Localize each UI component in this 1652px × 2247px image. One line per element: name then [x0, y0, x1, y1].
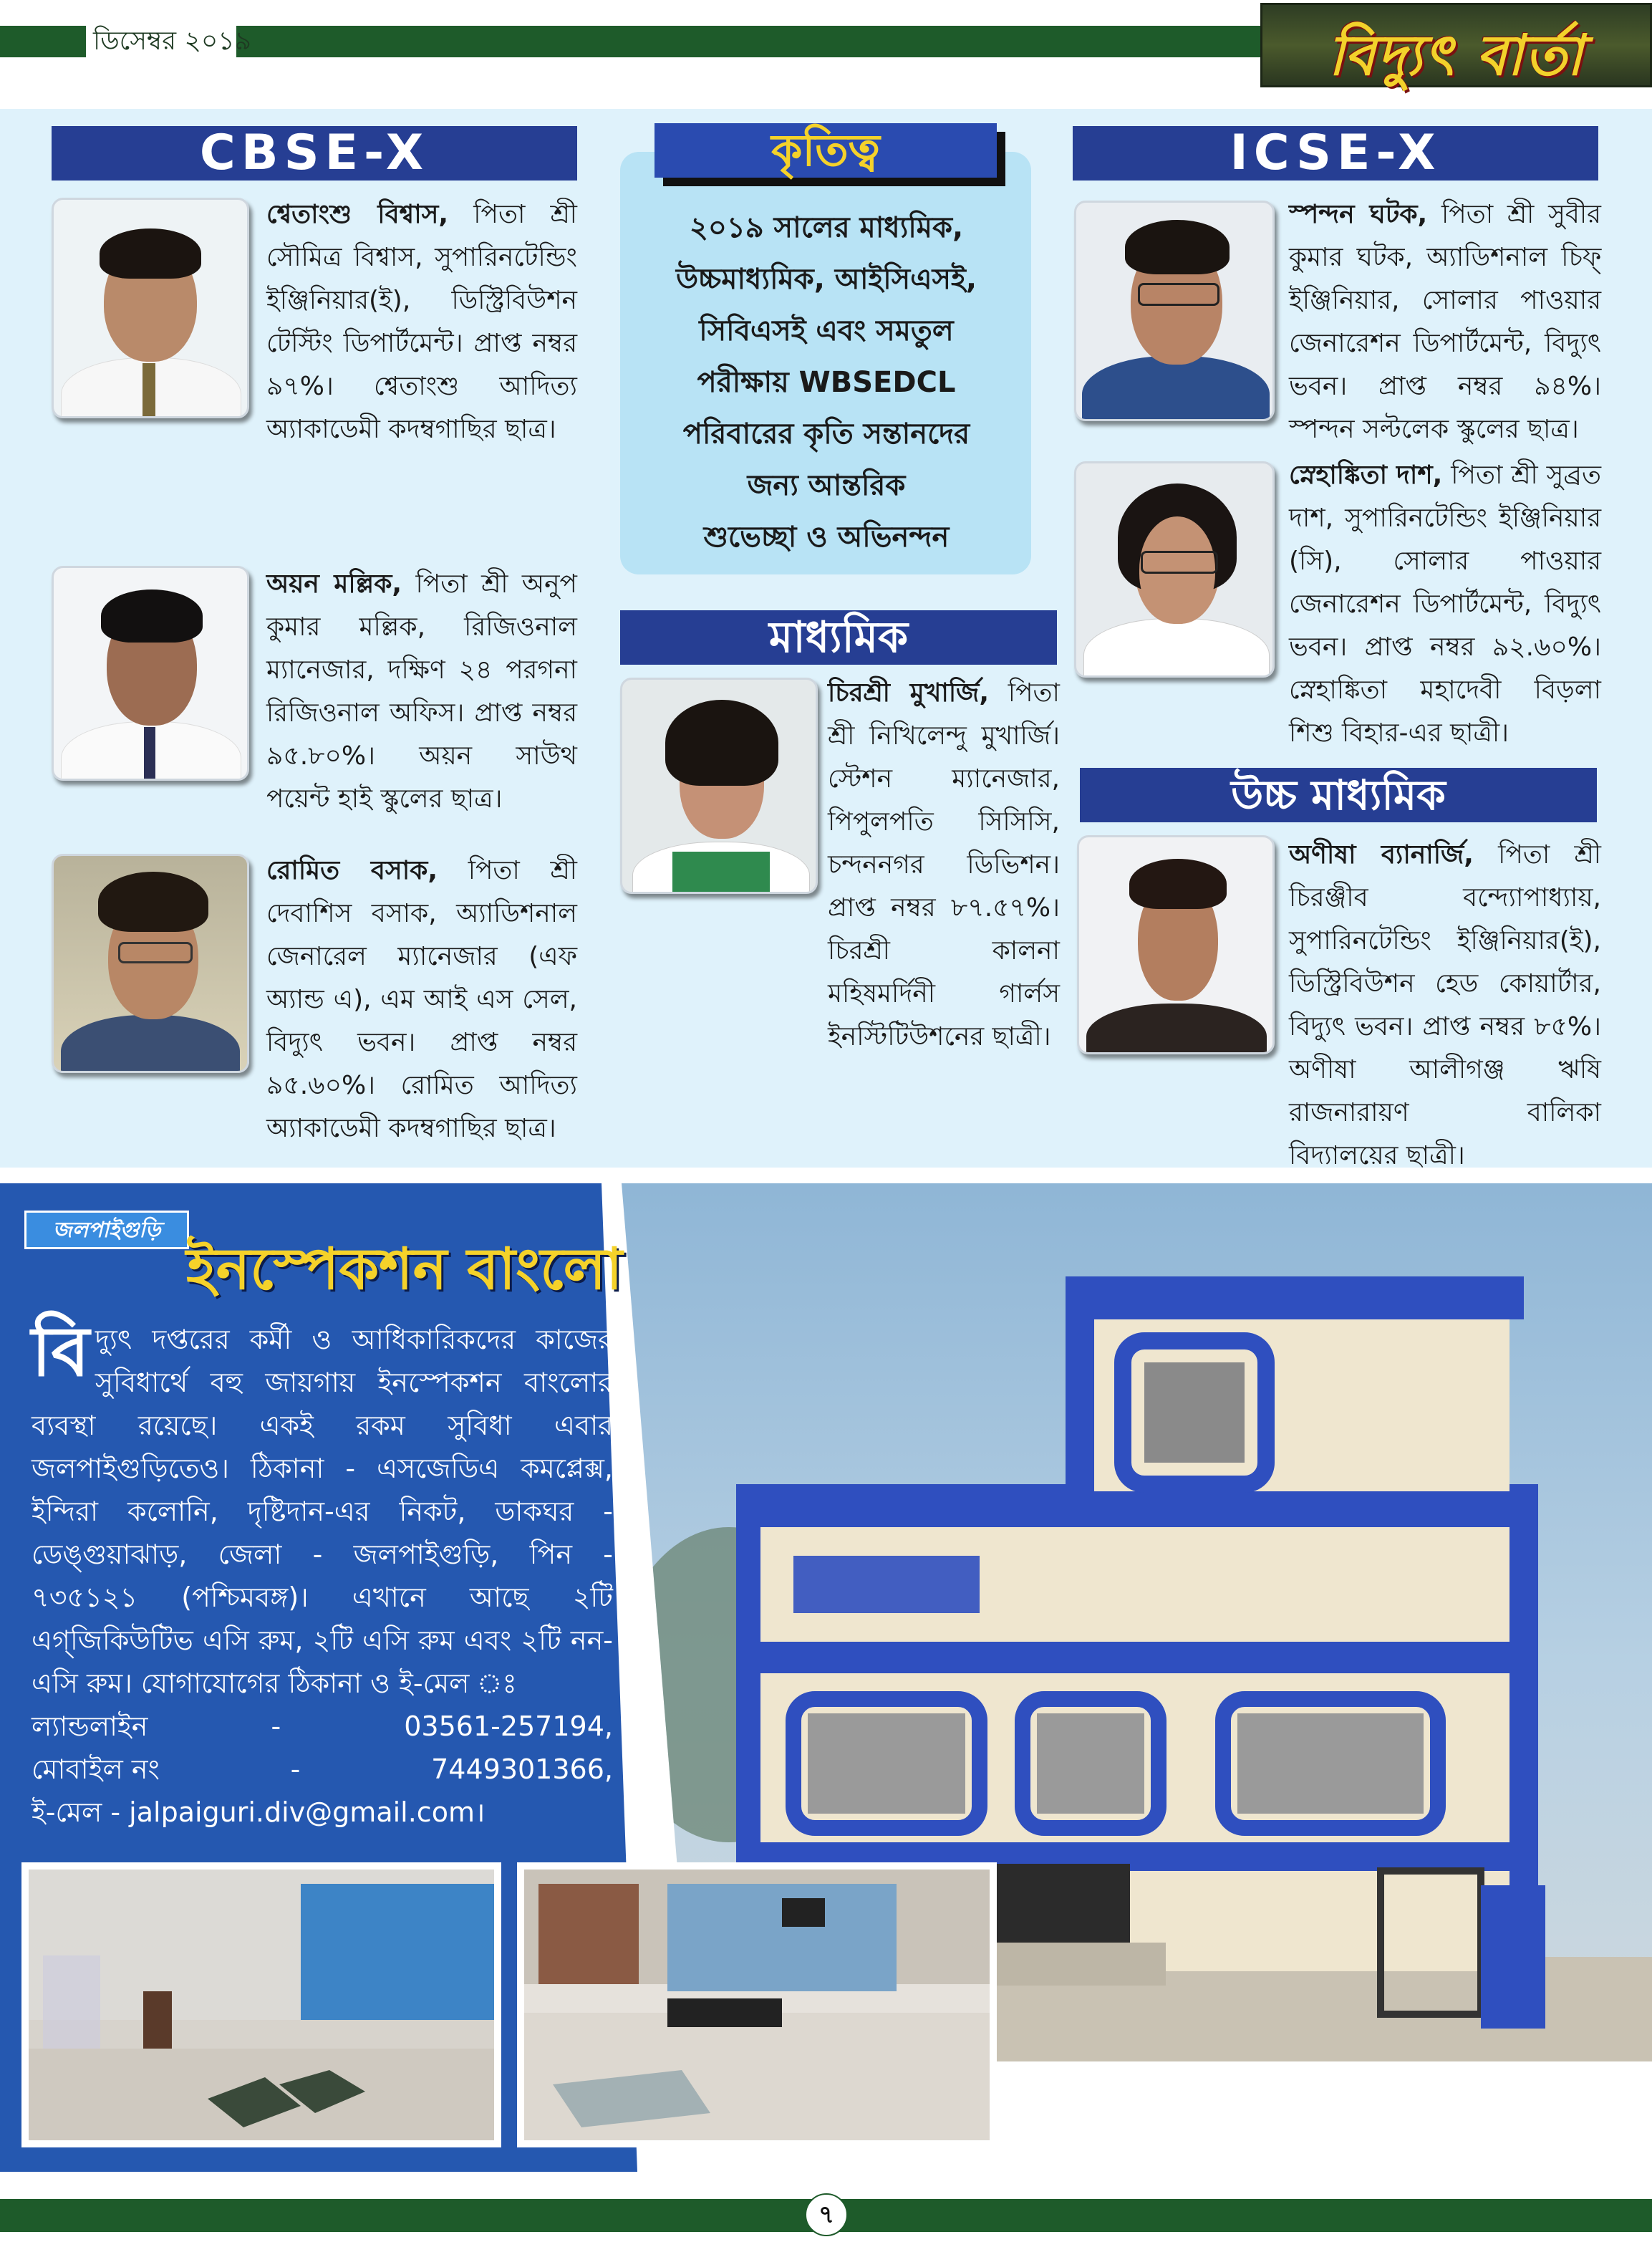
- student-name: স্পন্দন ঘটক,: [1289, 200, 1428, 229]
- student-details: পিতা শ্রী নিখিলেন্দু মুখার্জি। স্টেশন ম্যানেজার, পিপুলপতি সিসিসি, চন্দননগর ডিভিশন। প্রাপ্ত নম্বর ৮৭.৫৭%। চিরশ্রী কালনা মহিষমর্দিনী গার্লস ইনস্টিটিউশনের ছাত্রী।: [828, 678, 1060, 1052]
- email-line: ই-মেল - jalpaiguri.div@gmail.com।: [32, 1796, 486, 1828]
- student-photo-cbse1: [52, 198, 249, 418]
- dropcap: বি: [32, 1312, 90, 1392]
- student-details: পিতা শ্রী চিরঞ্জীব বন্দ্যোপাধ্যায়, সুপারিনটেন্ডিং ইঞ্জিনিয়ার(ই), ডিস্ট্রিবিউশন হেড কোয়ার্টার, বিদ্যুৎ ভবন। প্রাপ্ত নম্বর ৮৫%। অণীষা আলীগঞ্জ ঋষি রাজনারায়ণ বালিকা বিদ্যালয়ের ছাত্রী।: [1289, 840, 1601, 1170]
- student-bio-icse2: [1289, 454, 1601, 755]
- greeting-line: শুভেচ্ছা ও অভিনন্দন: [703, 521, 950, 554]
- student-bio-icse1: [1289, 193, 1601, 451]
- magazine-logo: [1260, 3, 1652, 87]
- interior-photo-1: [21, 1862, 501, 2147]
- section-title-icse: ICSE-X: [1073, 126, 1598, 181]
- student-photo-icse2: [1074, 461, 1275, 678]
- interior-photo-2: [517, 1862, 997, 2147]
- student-photo-cbse3: [52, 854, 249, 1073]
- student-name: চিরশ্রী মুখার্জি,: [828, 678, 990, 708]
- mobile-row: মোবাইল নং - 7449301366,: [32, 1748, 613, 1791]
- student-name: অণীষা ব্যানার্জি,: [1289, 840, 1474, 870]
- inspection-description: [32, 1312, 613, 1834]
- issue-date: ডিসেম্বর ২০১৯: [93, 27, 252, 56]
- magazine-logo-text: বিদ্যুৎ বার্তা: [1328, 24, 1585, 88]
- student-bio-madhyamik1: [828, 672, 1060, 1059]
- student-photo-hs1: [1077, 835, 1275, 1054]
- greeting-title: কৃতিত্ব: [654, 123, 997, 178]
- landline-row: ল্যান্ডলাইন - 03561-257194,: [32, 1705, 613, 1748]
- greeting-line: সিবিএসই এবং সমতুল: [699, 314, 954, 347]
- section-title-cbse: CBSE-X: [52, 126, 577, 181]
- student-photo-cbse2: [52, 566, 249, 781]
- student-details: পিতা শ্রী সুব্রত দাশ, সুপারিনটেন্ডিং ইঞ্জিনিয়ার (সি), সোলার পাওয়ার জেনারেশন ডিপার্টমেন্ট, বিদ্যুৎ ভবন। প্রাপ্ত নম্বর ৯২.৬০%। স্নেহাঙ্কিতা মহাদেবী বিড়লা শিশু বিহার-এর ছাত্রী।: [1289, 461, 1601, 748]
- student-bio-cbse3: [266, 850, 577, 1150]
- student-bio-cbse2: [266, 563, 577, 821]
- student-bio-hs1: [1289, 834, 1601, 1178]
- mobile-number: 7449301366,: [431, 1753, 613, 1785]
- landline-label: ল্যান্ডলাইন: [32, 1710, 148, 1742]
- student-name: শ্বেতাংশু বিশ্বাস,: [266, 200, 449, 229]
- student-details: পিতা শ্রী সুবীর কুমার ঘটক, অ্যাডিশনাল চিফ্ ইঞ্জিনিয়ার, সোলার পাওয়ার জেনারেশন ডিপার্টমেন্ট, বিদ্যুৎ ভবন। প্রাপ্ত নম্বর ৯৪%। স্পন্দন সল্টলেক স্কুলের ছাত্র।: [1289, 200, 1601, 444]
- inspection-body: দ্যুৎ দপ্তরের কর্মী ও আধিকারিকদের কাজের সুবিধার্থে বহু জায়গায় ইনস্পেকশন বাংলোর ব্যবস্থা রয়েছে। একই রকম সুবিধা এবার জলপাইগুড়িতেও। ঠিকানা - এসজেডিএ কমপ্লেক্স, ইন্দিরা কলোনি, দৃষ্টিদান-এর নিকট, ডাকঘর - ডেঙ্গুয়াঝাড়, জেলা - জলপাইগুড়ি, পিন - ৭৩৫১২১ (পশ্চিমবঙ্গ)। এখানে আছে ২টি এগ্‌জিকিউটিভ এসি রুম, ২টি এসি রুম এবং ২টি নন-এসি রুম। যোগাযোগের ঠিকানা ও ই-মেল ঃ: [32, 1324, 613, 1699]
- greeting-line: উচ্চমাধ্যমিক, আইসিএসই,: [675, 263, 977, 296]
- student-photo-icse1: [1074, 201, 1275, 421]
- location-tag: জলপাইগুড়ি: [24, 1211, 189, 1249]
- greeting-line: পরীক্ষায় WBSEDCL: [697, 366, 956, 399]
- greeting-message: [633, 202, 1020, 563]
- section-title-madhyamik: মাধ্যমিক: [620, 610, 1057, 665]
- student-bio-cbse1: [266, 193, 577, 451]
- section-title-higher-secondary: উচ্চ মাধ্যমিক: [1080, 768, 1597, 822]
- greeting-line: পরিবারের কৃতি সন্তানদের: [682, 418, 970, 451]
- landline-number: 03561-257194,: [404, 1710, 613, 1742]
- student-name: অয়ন মল্লিক,: [266, 569, 402, 599]
- student-name: রোমিত বসাক,: [266, 856, 438, 885]
- student-details: পিতা শ্রী দেবাশিস বসাক, অ্যাডিশনাল জেনারেল ম্যানেজার (এফ অ্যান্ড এ), এম আই এস সেল, বিদ্যুৎ ভবন। প্রাপ্ত নম্বর ৯৫.৬০%। রোমিত আদিত্য অ্যাকাডেমী কদম্বগাছির ছাত্র।: [266, 856, 577, 1143]
- student-photo-madhyamik1: [620, 678, 818, 894]
- student-details: পিতা শ্রী সৌমিত্র বিশ্বাস, সুপারিনটেন্ডিং ইঞ্জিনিয়ার(ই), ডিস্ট্রিবিউশন টেস্টিং ডিপার্টমেন্ট। প্রাপ্ত নম্বর ৯৭%। শ্বেতাংশু আদিত্য অ্যাকাডেমী কদম্বগাছির ছাত্র।: [266, 200, 577, 444]
- page-number: ৭: [805, 2193, 848, 2236]
- student-details: পিতা শ্রী অনুপ কুমার মল্লিক, রিজিওনাল ম্যানেজার, দক্ষিণ ২৪ পরগনা রিজিওনাল অফিস। প্রাপ্ত নম্বর ৯৫.৮০%। অয়ন সাউথ পয়েন্ট হাই স্কুলের ছাত্র।: [266, 569, 577, 814]
- inspection-title: ইনস্পেকশন বাংলো: [186, 1236, 623, 1302]
- mobile-label: মোবাইল নং: [32, 1753, 160, 1785]
- student-name: স্নেহাঙ্কিতা দাশ,: [1289, 461, 1443, 490]
- greeting-line: ২০১৯ সালের মাধ্যমিক,: [689, 211, 964, 244]
- greeting-line: জন্য আন্তরিক: [747, 469, 906, 502]
